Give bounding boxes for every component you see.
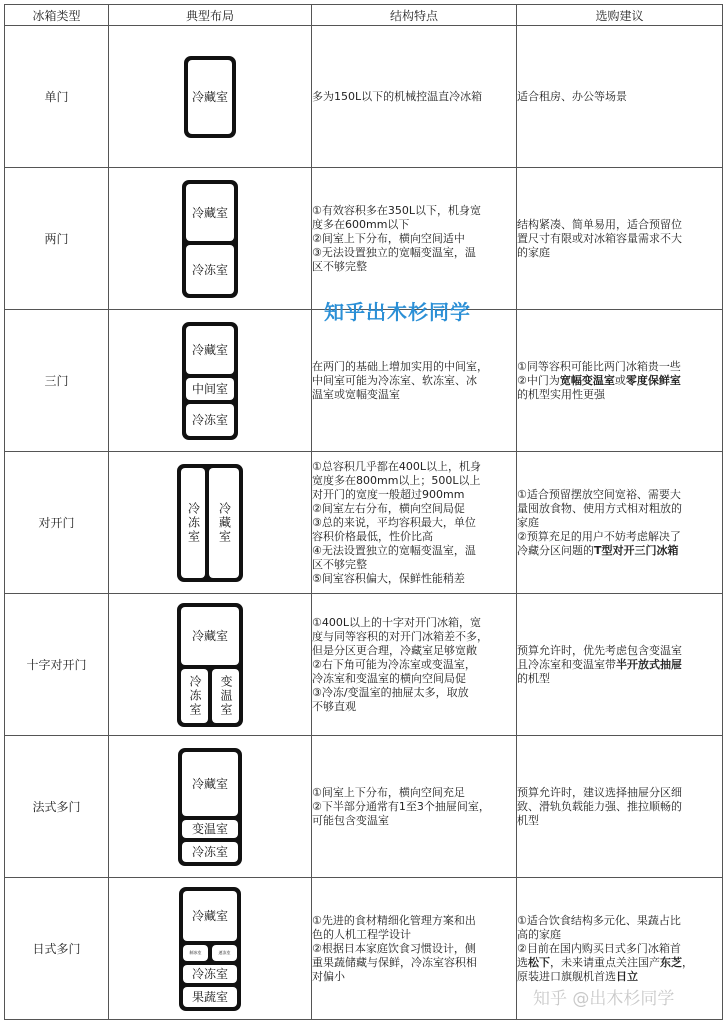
japanese-multidoor-diagram xyxy=(179,887,241,1011)
structure-cell: 多为150L以下的机械控温直冷冰箱 xyxy=(312,26,517,168)
layout-cell xyxy=(109,452,312,594)
fridge-type: 三门 xyxy=(5,310,109,452)
watermark-corner xyxy=(533,984,674,1009)
french-door-diagram xyxy=(178,748,242,866)
three-door-diagram xyxy=(182,322,238,440)
freezer-compartment: 冷冻室 xyxy=(182,842,238,862)
middle-compartment: 中间室 xyxy=(186,378,234,400)
fridge-compartment: 冷藏室 xyxy=(186,326,234,374)
fridge-compartment: 冷藏室 xyxy=(183,891,237,941)
advice-cell: ①适合预留摆放空间宽裕、需要大 量囤放食物、使用方式相对粗放的 家庭 ②预算充足的用户不妨考虑解决了 冷藏分区问题的T型对开三门冰箱 xyxy=(517,452,723,594)
ice-compartment: 制冰室 xyxy=(183,945,208,961)
header-layout: 典型布局 xyxy=(109,5,312,26)
watermark-corner-text: 知乎 @出木杉同学 xyxy=(533,989,675,1009)
structure-cell: ①有效容积多在350L以下，机身宽 度多在600mm以下 ②间室上下分布，横向空间适中 ③无法设置独立的宽幅变温室，温 区不够完整 xyxy=(312,168,517,310)
layout-cell xyxy=(109,594,312,736)
header-structure: 结构特点 xyxy=(312,5,517,26)
freezer-compartment xyxy=(181,468,205,578)
freezer-compartment: 冷冻室 xyxy=(186,404,234,436)
variable-temp-compartment: 变温室 xyxy=(182,820,238,838)
structure-cell: ①总容积几乎都在400L以上，机身 宽度多在800mm以上；500L以上 对开门的宽度一般超过900mm ②间室左右分布，横向空间局促 ③总的来说，平均容积最大，单位 容积价格最低，性价比高 ④无法设置独立的宽幅变温室，温 区不够完整 ⑤间室容积偏大，保鲜性能稍差 xyxy=(312,452,517,594)
vegetable-compartment: 果蔬室 xyxy=(183,987,237,1007)
advice-cell: ①同等容积可能比两门冰箱贵一些 ②中门为宽幅变温室或零度保鲜室 的机型实用性更强 xyxy=(517,310,723,452)
layout-cell xyxy=(109,736,312,878)
table-row xyxy=(5,310,723,452)
fridge-compartment: 冷藏室 xyxy=(188,60,232,134)
fridge-type: 十字对开门 xyxy=(5,594,109,736)
header-type: 冰箱类型 xyxy=(5,5,109,26)
table-row xyxy=(5,594,723,736)
layout-cell xyxy=(109,168,312,310)
cross-door-diagram xyxy=(177,603,243,727)
single-door-diagram xyxy=(184,56,236,138)
structure-cell: 在两门的基础上增加实用的中间室， 中间室可能为冷冻室、软冻室、冰 温室或宽幅变温室 xyxy=(312,310,517,452)
side-by-side-diagram xyxy=(177,464,243,582)
freezer-label: 冷冻室 xyxy=(188,674,202,717)
variable-temp-label: 变温室 xyxy=(219,674,233,717)
watermark-center: 知乎出木杉同学 xyxy=(324,300,471,324)
advice-cell: 结构紧凑、简单易用，适合预留位 置尺寸有限或对冰箱容量需求不大 的家庭 xyxy=(517,168,723,310)
fridge-compartment: 冷藏室 xyxy=(182,752,238,816)
table-row xyxy=(5,26,723,168)
fridge-type: 单门 xyxy=(5,26,109,168)
two-door-diagram xyxy=(182,180,238,298)
fridge-compartment: 冷藏室 xyxy=(181,607,239,665)
freezer-compartment: 冷冻室 xyxy=(186,245,234,294)
fridge-type: 对开门 xyxy=(5,452,109,594)
header-row xyxy=(5,5,723,26)
advice-cell: ①适合饮食结构多元化、果蔬占比 高的家庭 ②目前在国内购买日式多门冰箱首 选松下，未来请重点关注国产东芝， 原装进口旗舰机首选日立 xyxy=(517,878,723,1020)
freezer-compartment xyxy=(181,669,208,723)
advice-cell: 预算允许时，建议选择抽屉分区细 致、滑轨负载能力强、推拉顺畅的 机型 xyxy=(517,736,723,878)
layout-cell xyxy=(109,310,312,452)
header-advice: 选购建议 xyxy=(517,5,723,26)
table-row xyxy=(5,452,723,594)
fridge-comparison-table xyxy=(4,4,723,1020)
table-row xyxy=(5,168,723,310)
variable-temp-compartment xyxy=(212,669,239,723)
table-row xyxy=(5,736,723,878)
freezer-compartment: 冷冻室 xyxy=(183,965,237,983)
layout-cell xyxy=(109,878,312,1020)
fridge-type: 法式多门 xyxy=(5,736,109,878)
advice-cell: 预算允许时，优先考虑包含变温室 且冷冻室和变温室带半开放式抽屉 的机型 xyxy=(517,594,723,736)
fridge-label: 冷藏室 xyxy=(217,501,232,544)
structure-cell: ①先进的食材精细化管理方案和出 色的人机工程学设计 ②根据日本家庭饮食习惯设计，侧 重果蔬储藏与保鲜，冷冻室容积相 对偏小 xyxy=(312,878,517,1020)
advice-cell: 适合租房、办公等场景 xyxy=(517,26,723,168)
structure-cell: ①间室上下分布，横向空间充足 ②下半部分通常有1至3个抽屉间室， 可能包含变温室 xyxy=(312,736,517,878)
fridge-type: 日式多门 xyxy=(5,878,109,1020)
fridge-compartment: 冷藏室 xyxy=(186,184,234,241)
layout-cell xyxy=(109,26,312,168)
fridge-compartment xyxy=(209,468,239,578)
fridge-type: 两门 xyxy=(5,168,109,310)
structure-cell: ①400L以上的十字对开门冰箱，宽 度与同等容积的对开门冰箱差不多， 但是分区更合理，冷藏室足够宽敞 ②右下角可能为冷冻室或变温室， 冷冻室和变温室的横向空间局促 ③冷冻/变温室的抽屉太多，取放 不够直观 xyxy=(312,594,517,736)
freezer-label: 冷冻室 xyxy=(186,501,201,544)
quick-freeze-compartment: 速冻室 xyxy=(212,945,237,961)
